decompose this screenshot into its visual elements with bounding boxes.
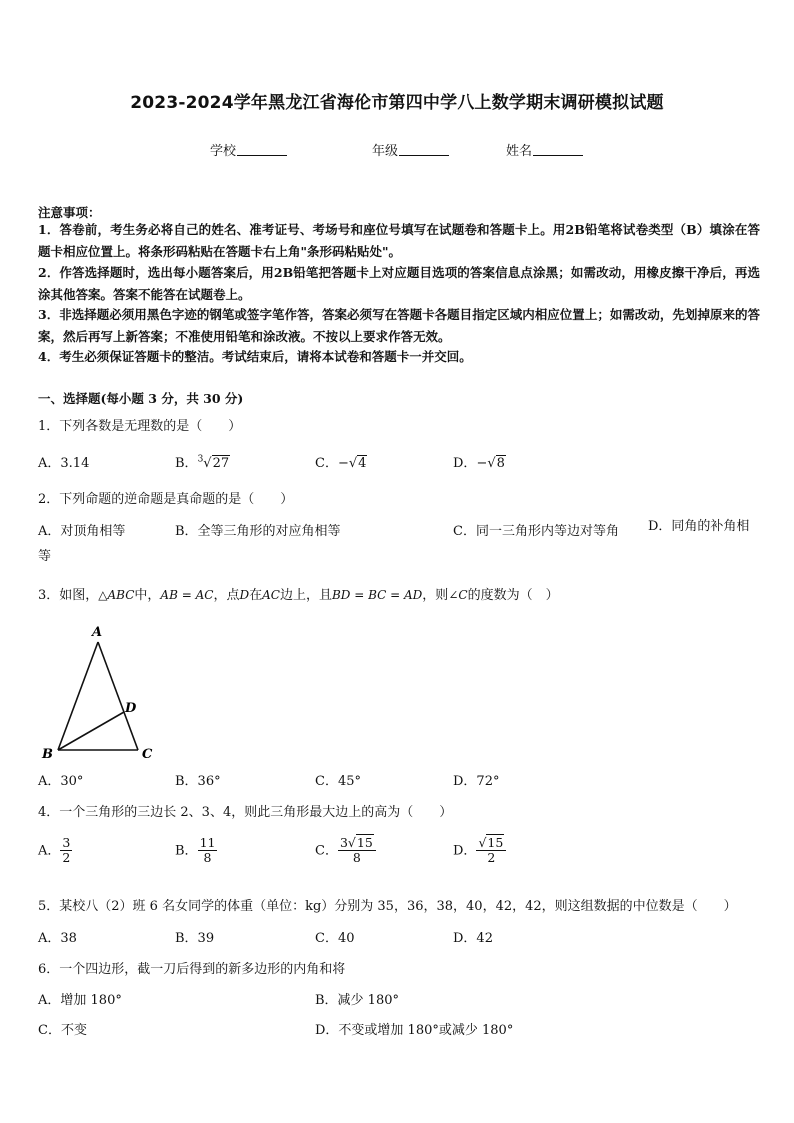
q4-option-a[interactable]: A． $\frac{3}{2}$ xyxy=(38,835,71,866)
q1-option-c[interactable]: C．−√4 xyxy=(315,456,367,471)
note-item: 3．非选择题必须用黑色字迹的钢笔或签字笔作答，答案必须写在答题卡各题目指定区域内相应位置上；如需改动，先划掉原来的答案，然后再写上新答案；不准使用铅笔和涂改液。不按以上要求作答无效。 xyxy=(38,307,760,344)
q5-option-b[interactable]: B．39 xyxy=(175,931,215,946)
name-blank xyxy=(533,142,583,156)
school-label: 学校 xyxy=(210,144,237,159)
side-ac xyxy=(98,642,138,750)
notes-heading: 注意事项： xyxy=(38,205,101,220)
grade-label: 年级 xyxy=(372,144,399,159)
q3-option-b[interactable]: B．36° xyxy=(175,774,221,789)
question-1-stem: 1．下列各数是无理数的是（ ） xyxy=(38,419,242,434)
school-blank xyxy=(237,142,287,156)
grade-field xyxy=(372,140,449,159)
fraction: $\frac{3}{2}$ xyxy=(62,835,71,866)
radicand: 27 xyxy=(212,456,230,471)
fraction: $\frac{√15}{2}$ xyxy=(476,836,506,866)
q2-option-c[interactable]: C．同一三角形内等边对等角 xyxy=(453,524,619,539)
school-field xyxy=(210,140,287,159)
point-label-d: D xyxy=(125,701,137,716)
question-3-stem: 3．如图，△ABC中，AB = AC，点D在AC边上，且BD = BC = AD，则∠C的度数为（ ） xyxy=(38,588,559,603)
radical-sign-icon: √ xyxy=(203,456,212,471)
vertex-label-c: C xyxy=(142,747,153,762)
q4-option-d[interactable]: D． $\frac{√15}{2}$ xyxy=(453,836,506,866)
q5-option-c[interactable]: C．40 xyxy=(315,931,355,946)
question-2-stem: 2．下列命题的逆命题是真命题的是（ ） xyxy=(38,492,294,507)
q2-option-a[interactable]: A．对顶角相等 xyxy=(38,524,126,539)
radical-sign-icon: √ xyxy=(347,835,356,850)
page-title: 2023-2024学年黑龙江省海伦市第四中学八上数学期末调研模拟试题 xyxy=(130,93,664,113)
vertex-label-a: A xyxy=(92,625,103,640)
student-info-row xyxy=(0,140,794,160)
question-5-stem: 5．某校八（2）班 6 名女同学的体重（单位：kg）分别为 35，36，38，40，42，42，则这组数据的中位数是（ ） xyxy=(38,899,737,914)
fraction: $\frac{3√15}{8}$ xyxy=(338,836,376,866)
segment-bd xyxy=(58,712,124,750)
section-heading: 一、选择题(每小题 3 分，共 30 分) xyxy=(38,391,244,406)
q5-option-a[interactable]: A．38 xyxy=(38,931,77,946)
note-item: 1．答卷前，考生务必将自己的姓名、准考证号、考场号和座位号填写在试题卷和答题卡上。用2B铅笔将试卷类型（B）填涂在答题卡相应位置上。将条形码粘贴在答题卡右上角"条形码粘贴处"。 xyxy=(38,222,760,259)
q2-option-b[interactable]: B．全等三角形的对应角相等 xyxy=(175,524,341,539)
name-label: 姓名 xyxy=(506,144,533,159)
question-6-stem: 6．一个四边形，截一刀后得到的新多边形的内角和将 xyxy=(38,962,346,977)
q1-option-d[interactable]: D．−√8 xyxy=(453,456,505,471)
q3-option-d[interactable]: D．72° xyxy=(453,774,500,789)
q5-option-d[interactable]: D．42 xyxy=(453,931,493,946)
vertex-label-b: B xyxy=(42,747,53,762)
triangle-figure xyxy=(36,620,166,762)
fraction: $\frac{11}{8}$ xyxy=(199,835,216,866)
radicand: 8 xyxy=(496,456,505,471)
q1-option-a[interactable]: A．3.14 xyxy=(38,456,90,471)
note-item: 2．作答选择题时，选出每小题答案后，用2B铅笔把答题卡上对应题目选项的答案信息点涂黑；如需改动，用橡皮擦干净后，再选涂其他答案。答案不能答在试题卷上。 xyxy=(38,265,760,302)
radical-sign-icon: √ xyxy=(487,456,496,471)
q6-option-b[interactable]: B．减少 180° xyxy=(315,993,399,1008)
question-4-stem: 4．一个三角形的三边长 2、3、4，则此三角形最大边上的高为（ ） xyxy=(38,805,453,820)
q6-option-a[interactable]: A．增加 180° xyxy=(38,993,122,1008)
q1-option-b[interactable]: B．$^3$√27 xyxy=(175,454,230,471)
q3-option-a[interactable]: A．30° xyxy=(38,774,84,789)
q6-option-d[interactable]: D．不变或增加 180°或减少 180° xyxy=(315,1023,514,1038)
q6-option-c[interactable]: C．不变 xyxy=(38,1023,87,1038)
root-index: 3 xyxy=(197,454,204,465)
radical-sign-icon: √ xyxy=(478,835,487,850)
radicand: 4 xyxy=(358,456,367,471)
q3-option-c[interactable]: C．45° xyxy=(315,774,361,789)
q4-option-b[interactable]: B． $\frac{11}{8}$ xyxy=(175,835,216,866)
grade-blank xyxy=(399,142,449,156)
note-item: 4．考生必须保证答题卡的整洁。考试结束后，请将本试卷和答题卡一并交回。 xyxy=(38,349,472,364)
name-field xyxy=(506,140,583,159)
side-ab xyxy=(58,642,98,750)
q4-option-c[interactable]: C． $\frac{3√15}{8}$ xyxy=(315,836,376,866)
q2-option-d[interactable]: D．同角的补角相等 xyxy=(38,519,750,564)
radical-sign-icon: √ xyxy=(348,456,358,471)
